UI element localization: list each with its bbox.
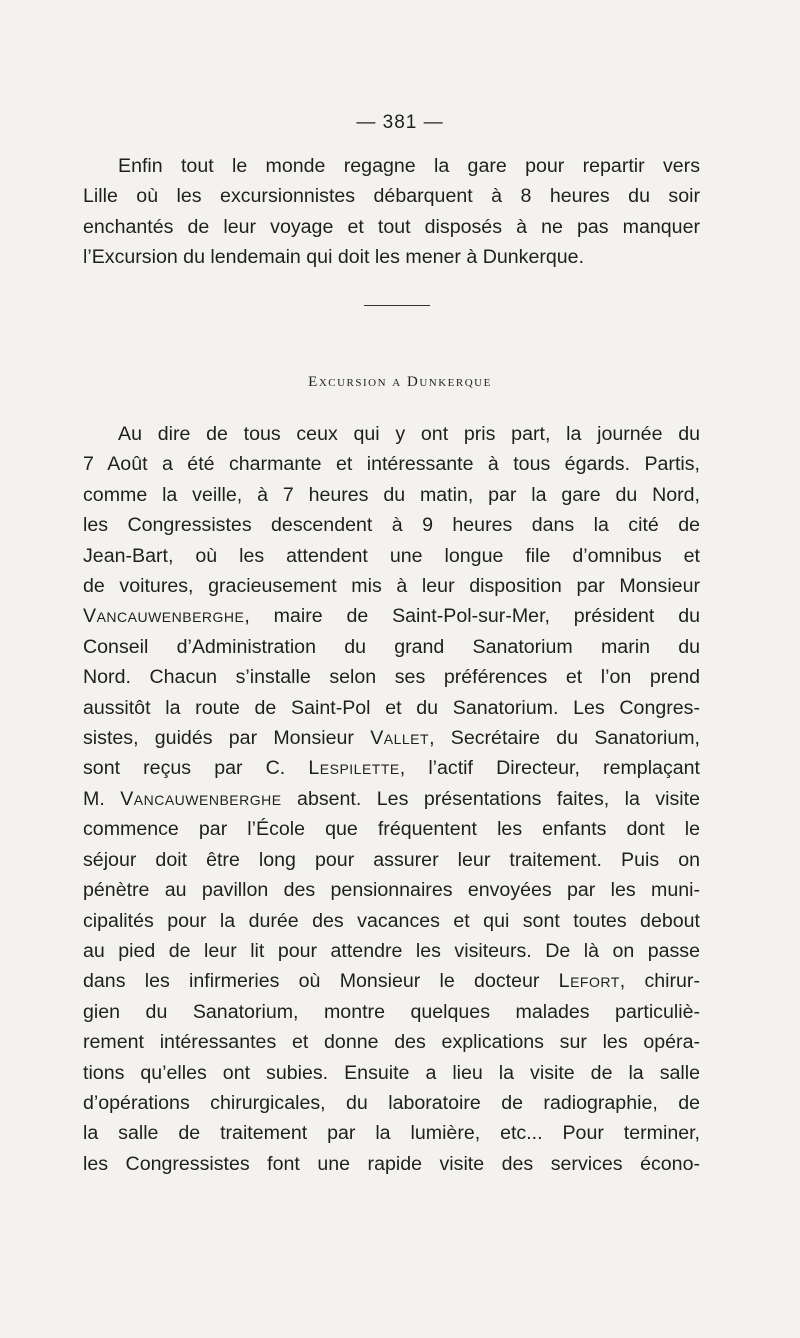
text-line: aussitôt la route de Saint-Pol et du Sanatorium. Les Congres- <box>83 696 700 719</box>
text-line: cipalités pour la durée des vacances et qui sont toutes debout <box>83 909 700 932</box>
text-line: Jean-Bart, où les attendent une longue file d’omnibus et <box>83 544 700 567</box>
text-line: commence par l’École que fréquentent les enfants dont le <box>83 818 700 841</box>
text-line: de voitures, gracieusement mis à leur disposition par Monsieur <box>83 575 700 598</box>
text-line: tions qu’elles ont subies. Ensuite a lieu la visite de la salle <box>83 1061 700 1084</box>
text-line: dans les infirmeries où Monsieur le docteur Lefort, chirur- <box>83 970 700 993</box>
text-line: Nord. Chacun s’installe selon ses préférences et l’on prend <box>83 666 700 689</box>
text-line: Vancauwenberghe, maire de Saint-Pol-sur-Mer, président du <box>83 605 700 628</box>
text-line: rement intéressantes et donne des explications sur les opéra- <box>83 1031 700 1054</box>
proper-name: Vallet <box>370 727 430 750</box>
section-divider <box>364 305 430 306</box>
text-line: Conseil d’Administration du grand Sanatorium marin du <box>83 635 700 658</box>
text-line: Enfin tout le monde regagne la gare pour repartir vers <box>118 155 700 177</box>
paragraph-excursion <box>83 419 700 1179</box>
text-line: M. Vancauwenberghe absent. Les présentations faites, la visite <box>83 787 700 810</box>
paragraph-intro <box>83 151 700 273</box>
text-line: la salle de traitement par la lumière, etc... Pour terminer, <box>83 1122 700 1145</box>
text-line: les Congressistes font une rapide visite des services écono- <box>83 1152 700 1175</box>
text-line: 7 Août a été charmante et intéressante à tous égards. Partis, <box>83 453 700 476</box>
text-line: les Congressistes descendent à 9 heures dans la cité de <box>83 514 700 537</box>
text-line: sistes, guidés par Monsieur Vallet, Secrétaire du Sanatorium, <box>83 727 700 750</box>
proper-name: Vancauwenberghe <box>120 787 282 810</box>
text-line: au pied de leur lit pour attendre les visiteurs. De là on passe <box>83 939 700 962</box>
proper-name: Vancauwenberghe <box>83 605 245 628</box>
page-number: — 381 — <box>356 112 444 133</box>
text-line: Lille où les excursionnistes débarquent à 8 heures du soir <box>83 185 700 208</box>
text-line: comme la veille, à 7 heures du matin, par la gare du Nord, <box>83 483 700 506</box>
text-line: gien du Sanatorium, montre quelques malades particuliè- <box>83 1000 700 1023</box>
text-line: pénètre au pavillon des pensionnaires envoyées par les muni- <box>83 879 700 902</box>
text-line: séjour doit être long pour assurer leur traitement. Puis on <box>83 848 700 871</box>
text-line: Au dire de tous ceux qui y ont pris part, la journée du <box>118 423 700 445</box>
text-line: l’Excursion du lendemain qui doit les mener à Dunkerque. <box>83 246 585 269</box>
proper-name: Lespilette <box>308 757 400 780</box>
section-heading: Excursion a Dunkerque <box>308 374 492 390</box>
proper-name: Lefort <box>558 970 620 993</box>
text-line: enchantés de leur voyage et tout disposés à ne pas manquer <box>83 215 700 238</box>
text-line: sont reçus par C. Lespilette, l’actif Directeur, remplaçant <box>83 757 700 780</box>
text-line: d’opérations chirurgicales, du laboratoire de radiographie, de <box>83 1091 700 1114</box>
